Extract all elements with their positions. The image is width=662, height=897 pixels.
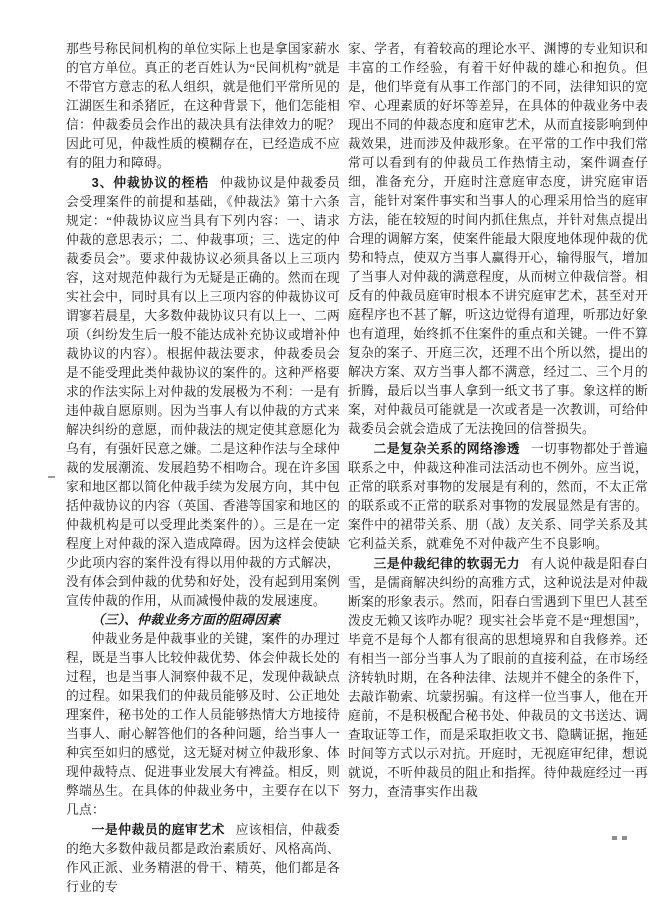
cropped-page-number — [612, 836, 627, 840]
paragraph: 那些号称民间机构的单位实际上也是拿国家薪水的官方单位。真正的老百姓认为“民间机构”就是不带官方意志的私人组织，就是他们平常所见的江湖医生和杀猪匠，在这种背景下，他们怎能相信：仲裁委员会作出的裁决具有法律效力的呢？因此可见，仲裁性质的模糊存在，已经造成不应有的阻力和障碍。 — [66, 42, 340, 170]
text-columns — [66, 40, 648, 897]
run-in-heading: 3、仲裁协议的桎梏 — [91, 175, 210, 190]
text-column-right — [348, 40, 648, 897]
paragraph: 仲裁业务是仲裁事业的关键，案件的办理过程，既是当事人比较仲裁优势、体会仲裁长处的过程，也是当事人洞察仲裁不足，发现仲裁缺点的过程。如果我们的仲裁员能够及时、公正地处理案件，秘书处的工作人员能够热情大方地接待当事人、耐心解答他们的各种问题，给当事人一种宾至如归的感觉，这无疑对树立仲裁形象、体现仲裁特点、促进事业发展大有裨益。相反，则弊端丛生。在具体的仲裁业务中，主要存在以下几点： — [66, 632, 340, 817]
paragraph: 二是复杂关系的网络渗透 一切事物都处于普遍联系之中，仲裁这种准司法活动也不例外。应当说，正常的联系对事物的发展是有利的，然而，不太正常的联系或不正常的联系对事物的发展显然是有害的。案件中的裙带关系、朋（战）友关系、同学关系及其它利益关系，就难免不对仲裁产生不良影响。 — [348, 441, 648, 551]
subsection-heading: （三）、仲裁业务方面的阻碍因素 — [91, 613, 281, 627]
paragraph: 家、学者，有着较高的理论水平、渊博的专业知识和丰富的工作经验，有着干好仲裁的雄心和抱负。但是，他们毕竟有从事工作部门的不同，法律知识的宽窄、心理素质的好坏等差异，在具体的仲裁业务中表现出不同的仲裁态度和庭审艺术，从而直接影响到仲裁效果，进而涉及仲裁形象。在平常的工作中我们常常可以看到有的仲裁员工作热情主动，案件调查仔细，准备充分，开庭时注意庭审态度，讲究庭审语言，能针对案件事实和当事人的心理采用恰当的庭审方法，能在较短的时间内抓住焦点，并针对焦点提出合理的调解方案，使案件能最大限度地体现仲裁的优势和特点，使双方当事人赢得开心，输得服气，增加了当事人对仲裁的满意程度，从而树立仲裁信誉。相反有的仲裁员庭审时根本不讲究庭审艺术，甚至对开庭程序也不甚了解，听这边觉得有道理，听那边好象也有道理，始终抓不住案件的重点和关键。一件不算复杂的案子、开庭三次，还理不出个所以然，提出的解决方案、双方当事人都不满意，经过二、三个月的折腾，最后以当事人拿到一纸文书了事。象这样的断案，对仲裁员可能就是一次或者是一次教训，可给仲裁委员会就会造成了无法挽回的信誉损失。 — [348, 42, 648, 436]
run-in-heading: 一是仲裁员的庭审艺术 — [91, 822, 225, 837]
run-in-heading: 三是仲裁纪律的软弱无力 — [373, 556, 521, 571]
margin-artifact — [48, 476, 55, 478]
text-column-left — [66, 40, 340, 897]
paragraph: 三是仲裁纪律的软弱无力 有人说仲裁是阳春白雪，是儒商解决纠纷的高雅方式，这种说法是对仲裁断案的形象表示。然而，阳春白雪遇到下里巴人甚至泼皮无赖又该咋办呢？现实社会毕竟不是“理想国”，毕竟不是每个人都有很高的思想境界和自我修养。还有相当一部分当事人为了眼前的直接利益，在市场经济转轨时期，在各种法律、法规并不健全的条件下，去敲诈勒索、坑蒙拐骗。有这样一位当事人，他在开庭前，不是积极配合秘书处、仲裁员的文书送达、调查取证等工作，而是采取拒收文书、隐瞒证据，拖延时间等方式以示对抗。开庭时，无视庭审纪律，想说就说，不听仲裁员的阻止和指挥。待仲裁庭经过一再努力，查清事实作出裁 — [348, 556, 648, 799]
paragraph: 一是仲裁员的庭审艺术 应该相信，仲裁委的绝大多数仲裁员都是政治素质好、风格高尚、作风正派、业务精湛的骨干、精英，他们都是各行业的专 — [66, 822, 340, 894]
paragraph: 3、仲裁协议的桎梏 仲裁协议是仲裁委员会受理案件的前提和基础，《仲裁法》第十六条规定：“仲裁协议应当具有下列内容：一、请求仲裁的意思表示；二、仲裁事项；三、选定的仲裁委员会”。要求仲裁协议必须具备以上三项内容，这对规范仲裁行为无疑是正确的。然而在现实社会中，同时具有以上三项内容的仲裁协议可谓寥若晨星，大多数仲裁协议只有以上一、二两项（纠纷发生后一般不能达成补充协议或增补仲裁协议的内容）。根据仲裁法要求，仲裁委员会是不能受理此类仲裁协议的案件的。这种严格要求的作法实际上对仲裁的发展极为不利：一是有违仲裁自愿原则。因为当事人有以仲裁的方式来解决纠纷的意愿，而仲裁法的规定使其意愿化为乌有，有强奸民意之嫌。二是这种作法与全球仲裁的发展潮流、发展趋势不相吻合。现在许多国家和地区都以简化仲裁手续为发展方向，其中包括仲裁协议的内容（英国、香港等国家和地区的仲裁机构是可以受理此类案件的）。三是在一定程度上对仲裁的深入造成障碍。因为这样会使缺少此项内容的案件没有得以用仲裁的方式解决，没有体会到仲裁的优势和好处，没有起到用案例宣传仲裁的作用，从而减慢仲裁的发展速度。 — [66, 175, 340, 608]
run-in-heading: 二是复杂关系的网络渗透 — [373, 441, 521, 456]
